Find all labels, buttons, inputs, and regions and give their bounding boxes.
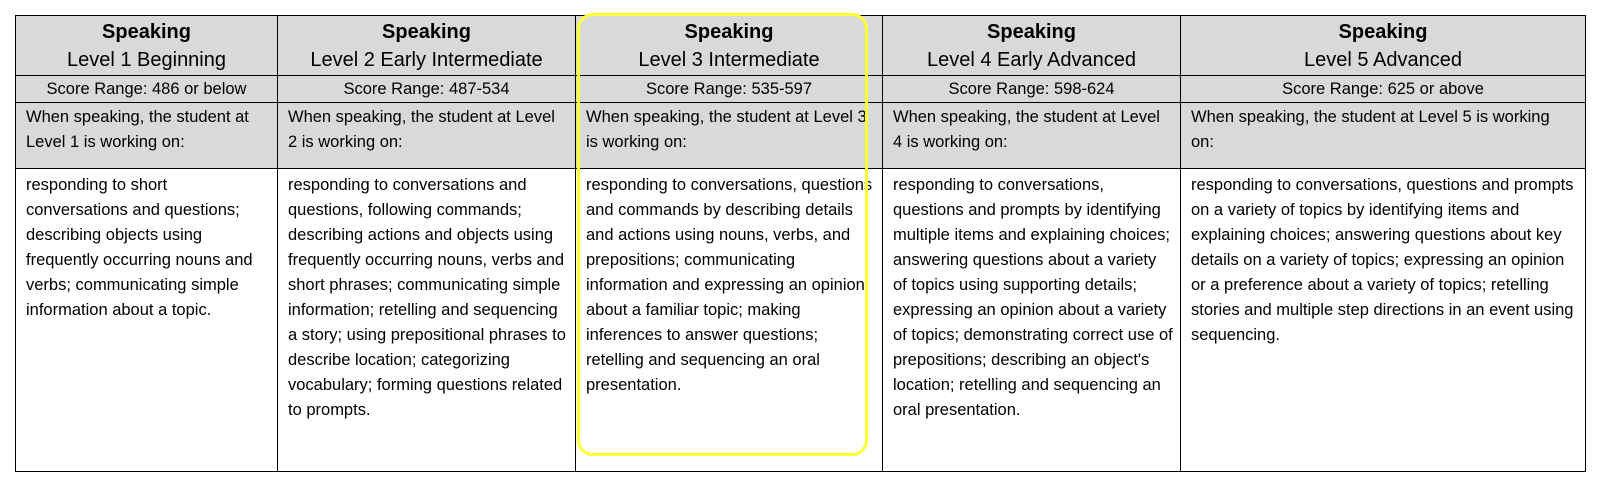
level-2-score-range: Score Range: 487-534 bbox=[278, 76, 576, 103]
level-3-domain: Speaking bbox=[684, 21, 774, 43]
level-5-domain: Speaking bbox=[1338, 21, 1428, 43]
level-1-name: Level 1 Beginning bbox=[66, 49, 226, 71]
level-4-description: responding to conversations, questions and prompts by identifying multiple items and explaining choices; answering questions about a variety of topics using supporting details; expressing an opinion about a variety of topics; demonstrating correct use of prepositions; describing an object's location; retelling and sequencing an oral presentation. bbox=[883, 169, 1181, 472]
level-2-intro: When speaking, the student at Level 2 is working on: bbox=[278, 103, 576, 169]
level-4-name: Level 4 Early Advanced bbox=[926, 49, 1137, 71]
level-2-title-cell bbox=[278, 16, 576, 76]
level-1-intro: When speaking, the student at Level 1 is working on: bbox=[16, 103, 278, 169]
level-4-title-cell bbox=[883, 16, 1181, 76]
description-row bbox=[16, 169, 1586, 472]
level-2-domain: Speaking bbox=[382, 21, 471, 43]
level-1-description: responding to short conversations and questions; describing objects using frequently occurring nouns and verbs; communicating simple information about a topic. bbox=[16, 169, 278, 472]
level-5-title-cell bbox=[1181, 16, 1586, 76]
level-4-score-range: Score Range: 598-624 bbox=[883, 76, 1181, 103]
level-title-row bbox=[16, 16, 1586, 76]
level-1-score-range: Score Range: 486 or below bbox=[16, 76, 278, 103]
level-5-description: responding to conversations, questions and prompts on a variety of topics by identifying items and explaining choices; answering questions about key details on a variety of topics; expressing an opinion or a preference about a variety of topics; retelling stories and multiple step directions in an event using sequencing. bbox=[1181, 169, 1586, 472]
intro-row bbox=[16, 103, 1586, 169]
level-4-domain: Speaking bbox=[987, 21, 1076, 43]
level-5-intro: When speaking, the student at Level 5 is working on: bbox=[1181, 103, 1586, 169]
level-5-name: Level 5 Advanced bbox=[1304, 49, 1462, 71]
level-3-name: Level 3 Intermediate bbox=[638, 49, 820, 71]
level-4-intro: When speaking, the student at Level 4 is working on: bbox=[883, 103, 1181, 169]
level-3-score-range: Score Range: 535-597 bbox=[576, 76, 883, 103]
level-2-description: responding to conversations and questions, following commands; describing actions and objects using frequently occurring nouns, verbs and short phrases; communicating simple information; retelling and sequencing a story; using prepositional phrases to describe location; categorizing vocabulary; forming questions related to prompts. bbox=[278, 169, 576, 472]
level-3-description: responding to conversations, questions and commands by describing details and actions using nouns, verbs, and prepositions; communicating information and expressing an opinion about a familiar topic; making inferences to answer questions; retelling and sequencing an oral presentation. bbox=[576, 169, 883, 472]
level-3-intro: When speaking, the student at Level 3 is working on: bbox=[576, 103, 883, 169]
level-3-title-cell bbox=[576, 16, 883, 76]
score-range-row bbox=[16, 76, 1586, 103]
level-1-title-cell bbox=[16, 16, 278, 76]
level-1-domain: Speaking bbox=[102, 21, 191, 43]
speaking-levels-table bbox=[15, 15, 1586, 472]
level-5-score-range: Score Range: 625 or above bbox=[1181, 76, 1586, 103]
level-2-name: Level 2 Early Intermediate bbox=[310, 49, 543, 71]
